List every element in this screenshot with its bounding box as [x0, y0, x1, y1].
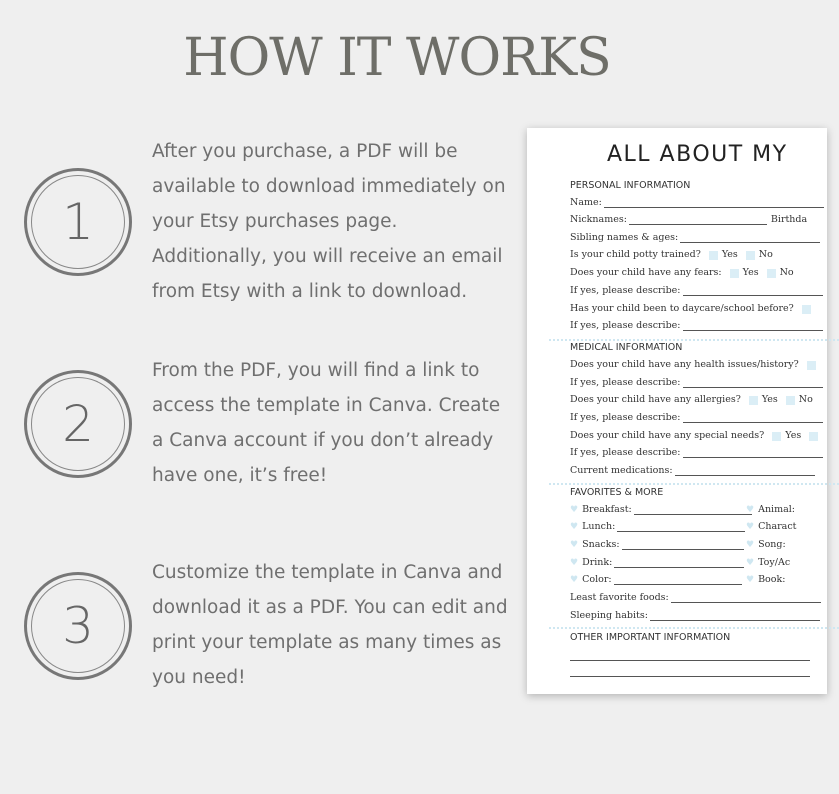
fav-breakfast: ♥ Breakfast: [570, 504, 752, 515]
heart-icon: ♥ [746, 522, 755, 532]
health-describe-row: If yes, please describe: [570, 377, 823, 388]
siblings-row: Sibling names & ages: [570, 232, 820, 243]
health-row: Does your child have any health issues/history? [570, 359, 820, 370]
medical-heading: MEDICAL INFORMATION [570, 342, 683, 353]
fav-animal: ♥ Animal: [746, 504, 796, 515]
heart-icon: ♥ [746, 575, 755, 585]
template-preview [527, 128, 827, 694]
fears-row: Does your child have any fears: Yes No [570, 267, 794, 278]
personal-heading: PERSONAL INFORMATION [570, 180, 691, 191]
least-favorite-row: Least favorite foods: [570, 592, 821, 603]
template-title: ALL ABOUT MY [607, 142, 788, 167]
daycare-row: Has your child been to daycare/school before? [570, 303, 815, 314]
step-3-text: Customize the template in Canva and download it as a PDF. You can edit and print your template as many times as you need! [152, 562, 508, 688]
heart-icon: ♥ [570, 505, 579, 515]
heart-icon: ♥ [570, 558, 579, 568]
heart-icon: ♥ [570, 540, 579, 550]
nicknames-row: Nicknames: Birthda [570, 214, 808, 225]
step-1-number: 1 [62, 193, 94, 251]
step-1-number-badge [24, 168, 132, 276]
other-line-2 [570, 666, 810, 677]
step-3-number-badge [24, 572, 132, 680]
sleeping-row: Sleeping habits: [570, 610, 820, 621]
medications-row: Current medications: [570, 465, 815, 476]
other-heading: OTHER IMPORTANT INFORMATION [570, 632, 731, 643]
allergies-describe-row: If yes, please describe: [570, 412, 823, 423]
allergies-row: Does your child have any allergies? Yes No [570, 394, 813, 405]
fav-character: ♥ Charact [746, 521, 797, 532]
special-describe-row: If yes, please describe: [570, 447, 823, 458]
other-line-1 [570, 650, 810, 661]
step-2-number: 2 [62, 395, 94, 453]
fav-color: ♥ Color: [570, 574, 742, 585]
heart-icon: ♥ [746, 505, 755, 515]
fav-drink: ♥ Drink: [570, 557, 744, 568]
fav-book: ♥ Book: [746, 574, 786, 585]
heart-icon: ♥ [746, 540, 755, 550]
heart-icon: ♥ [570, 522, 579, 532]
daycare-describe-row: If yes, please describe: [570, 320, 823, 331]
heart-icon: ♥ [570, 575, 579, 585]
page-title: HOW IT WORKS [183, 28, 611, 88]
special-needs-row: Does your child have any special needs? Yes [570, 430, 822, 441]
fav-song: ♥ Song: [746, 539, 786, 550]
name-row: Name: [570, 197, 824, 208]
fav-toy: ♥ Toy/Ac [746, 557, 791, 568]
step-3-number: 3 [62, 597, 94, 655]
fears-describe-row: If yes, please describe: [570, 285, 823, 296]
step-2-text: From the PDF, you will find a link to access the template in Canva. Create a Canva account if you don’t already have one, it’s free! [152, 360, 501, 486]
favorites-heading: FAVORITES & MORE [570, 487, 664, 498]
potty-row: Is your child potty trained? Yes No [570, 249, 773, 260]
step-1-text: After you purchase, a PDF will be available to download immediately on your Etsy purchases page. Additionally, you will receive an email from Etsy with a link to download. [152, 141, 506, 302]
fav-lunch: ♥ Lunch: [570, 521, 745, 532]
heart-icon: ♥ [746, 558, 755, 568]
step-2-number-badge [24, 370, 132, 478]
fav-snacks: ♥ Snacks: [570, 539, 744, 550]
